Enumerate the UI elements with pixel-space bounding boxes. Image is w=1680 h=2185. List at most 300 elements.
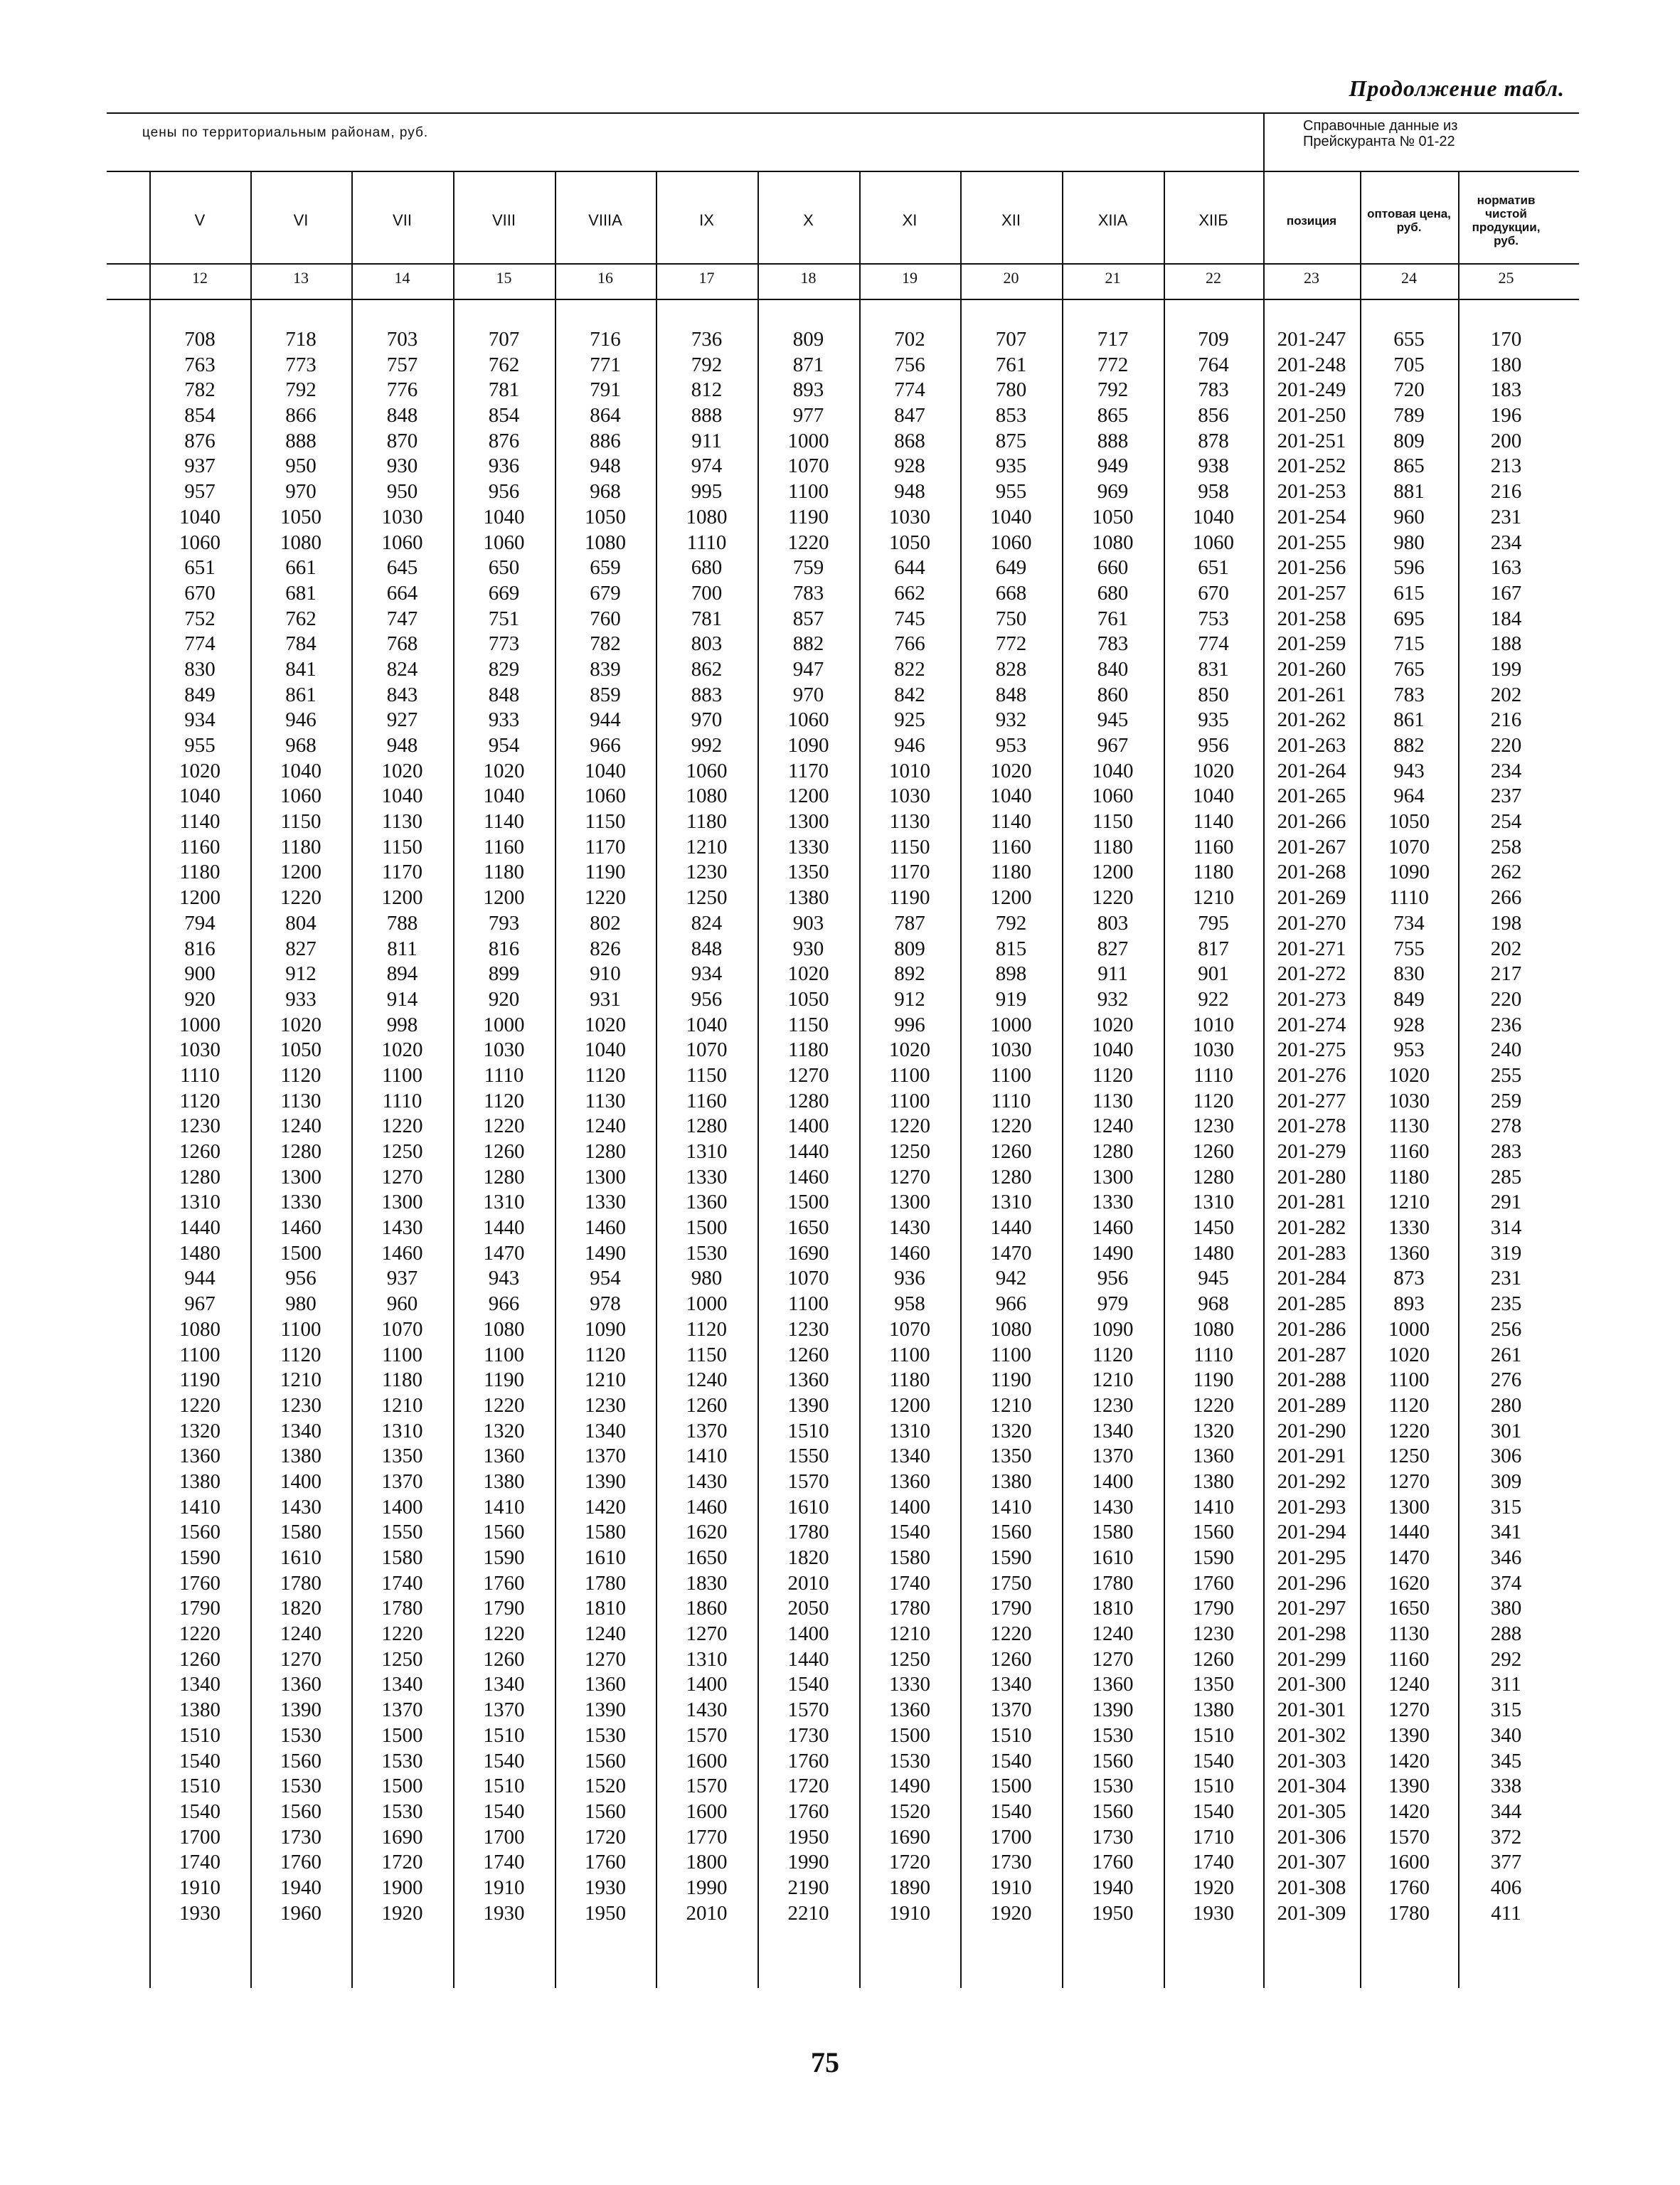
table-cell: 163 (1490, 556, 1522, 580)
table-cell: 783 (1393, 683, 1425, 706)
table-cell: 1510 (179, 1723, 220, 1747)
column-number: 15 (496, 269, 512, 287)
table-cell: 1060 (1092, 785, 1134, 808)
table-cell: 1530 (1092, 1723, 1134, 1747)
table-cell: 762 (285, 607, 317, 630)
table-cell: 1310 (179, 1191, 220, 1214)
table-cell: 201-298 (1277, 1622, 1346, 1646)
table-cell: 650 (488, 556, 520, 580)
table-cell: 935 (995, 454, 1027, 478)
table-cell: 1950 (585, 1901, 626, 1925)
table-cell: 1560 (483, 1521, 525, 1544)
colnum-rule-top (107, 263, 1579, 265)
column-header: XII (1001, 211, 1021, 229)
table-cell: 1400 (787, 1115, 829, 1138)
table-cell: 1280 (179, 1165, 220, 1189)
table-cell: 1590 (179, 1546, 220, 1569)
table-cell: 1560 (585, 1749, 626, 1772)
table-cell: 1230 (787, 1317, 829, 1341)
table-cell: 1910 (483, 1876, 525, 1899)
table-cell: 644 (894, 556, 925, 580)
table-cell: 1950 (787, 1825, 829, 1849)
table-cell: 201-276 (1277, 1063, 1346, 1087)
table-cell: 1060 (585, 785, 626, 808)
table-cell: 1330 (585, 1191, 626, 1214)
table-cell: 1260 (179, 1140, 220, 1163)
table-cell: 815 (995, 937, 1027, 960)
table-cell: 842 (894, 683, 925, 706)
table-cell: 848 (386, 404, 418, 427)
table-cell: 411 (1491, 1901, 1521, 1925)
table-cell: 944 (184, 1267, 216, 1290)
table-cell: 235 (1490, 1292, 1522, 1316)
table-cell: 824 (691, 911, 723, 935)
table-cell: 1380 (280, 1445, 321, 1468)
table-cell: 1540 (179, 1799, 220, 1823)
table-cell: 1940 (1092, 1876, 1134, 1899)
table-cell: 970 (691, 708, 723, 732)
table-cell: 258 (1490, 835, 1522, 858)
table-cell: 1280 (1092, 1140, 1134, 1163)
column-number: 24 (1401, 269, 1417, 287)
table-cell: 1480 (179, 1241, 220, 1265)
table-cell: 1120 (484, 1089, 524, 1112)
table-cell: 201-286 (1277, 1317, 1346, 1341)
table-cell: 1700 (990, 1825, 1032, 1849)
table-cell: 1350 (787, 861, 829, 884)
table-cell: 1180 (179, 861, 220, 884)
table-cell: 341 (1490, 1521, 1522, 1544)
table-cell: 1600 (686, 1749, 728, 1772)
table-cell: 1020 (990, 759, 1032, 782)
table-cell: 1150 (889, 835, 930, 858)
table-cell: 1050 (280, 1038, 321, 1062)
table-cell: 1440 (179, 1216, 220, 1240)
table-cell: 170 (1490, 328, 1522, 351)
table-cell: 1220 (179, 1622, 220, 1646)
table-cell: 1100 (1388, 1368, 1430, 1392)
table-cell: 1330 (1092, 1191, 1134, 1214)
table-cell: 1020 (889, 1038, 930, 1062)
table-cell: 747 (386, 607, 418, 630)
table-cell: 201-285 (1277, 1292, 1346, 1316)
table-cell: 1520 (889, 1799, 930, 1823)
table-cell: 966 (488, 1292, 520, 1316)
table-cell: 1040 (1193, 505, 1234, 528)
table-cell: 1100 (484, 1343, 524, 1366)
table-cell: 1030 (889, 505, 930, 528)
table-cell: 1390 (585, 1698, 626, 1722)
table-cell: 345 (1490, 1749, 1522, 1772)
table-cell: 1430 (280, 1495, 321, 1519)
table-cell: 878 (1198, 429, 1229, 452)
table-cell: 1760 (1193, 1571, 1234, 1595)
table-cell: 960 (386, 1292, 418, 1316)
data-column (555, 327, 656, 1926)
column-header: IX (699, 211, 714, 229)
table-cell: 1090 (1092, 1317, 1134, 1341)
continuation-title: Продолжение табл. (1349, 75, 1565, 101)
table-cell: 1400 (1092, 1469, 1134, 1493)
table-cell: 196 (1490, 404, 1522, 427)
table-cell: 1230 (1193, 1115, 1234, 1138)
table-cell: 1000 (1388, 1317, 1430, 1341)
table-cell: 377 (1490, 1851, 1522, 1874)
table-cell: 847 (894, 404, 925, 427)
table-cell: 1070 (381, 1317, 423, 1341)
table-cell: 201-282 (1277, 1216, 1346, 1240)
table-cell: 261 (1490, 1343, 1522, 1366)
table-cell: 188 (1490, 632, 1522, 656)
table-cell: 1540 (990, 1799, 1032, 1823)
table-cell: 794 (184, 911, 216, 935)
table-cell: 1560 (280, 1799, 321, 1823)
table-cell: 201-258 (1277, 607, 1346, 630)
table-cell: 934 (184, 708, 216, 732)
table-cell: 200 (1490, 429, 1522, 452)
table-cell: 1260 (1193, 1140, 1234, 1163)
table-cell: 843 (386, 683, 418, 706)
table-cell: 1170 (585, 835, 626, 858)
table-cell: 1220 (990, 1115, 1032, 1138)
table-cell: 822 (894, 657, 925, 681)
table-cell: 1080 (686, 785, 728, 808)
table-cell: 201-278 (1277, 1115, 1346, 1138)
column-number: 22 (1206, 269, 1221, 287)
table-cell: 1510 (1193, 1723, 1234, 1747)
table-cell: 213 (1490, 454, 1522, 478)
table-cell: 1070 (1388, 835, 1430, 858)
table-cell: 1220 (483, 1393, 525, 1417)
table-cell: 1750 (990, 1571, 1032, 1595)
table-cell: 705 (1393, 353, 1425, 376)
table-cell: 1240 (585, 1622, 626, 1646)
table-cell: 960 (1393, 505, 1425, 528)
table-cell: 911 (1097, 962, 1128, 986)
table-cell: 968 (590, 480, 621, 504)
table-cell: 1510 (787, 1419, 829, 1442)
table-cell: 1570 (686, 1723, 728, 1747)
table-cell: 1300 (381, 1191, 423, 1214)
table-cell: 857 (792, 607, 824, 630)
table-cell: 278 (1490, 1115, 1522, 1138)
table-cell: 784 (285, 632, 317, 656)
table-cell: 1080 (990, 1317, 1032, 1341)
table-cell: 1150 (788, 1013, 829, 1036)
group-separator (1263, 112, 1265, 171)
table-cell: 933 (488, 708, 520, 732)
table-cell: 1210 (1092, 1368, 1134, 1392)
table-cell: 1470 (990, 1241, 1032, 1265)
table-cell: 1650 (686, 1546, 728, 1569)
table-cell: 1260 (787, 1343, 829, 1366)
table-cell: 812 (691, 378, 723, 402)
table-cell: 201-283 (1277, 1241, 1346, 1265)
table-cell: 1540 (179, 1749, 220, 1772)
table-cell: 1110 (1193, 1063, 1233, 1087)
table-cell: 966 (590, 734, 621, 757)
table-cell: 1320 (483, 1419, 525, 1442)
table-cell: 259 (1490, 1089, 1522, 1112)
table-cell: 655 (1393, 328, 1425, 351)
table-cell: 1790 (179, 1597, 220, 1620)
table-cell: 1800 (686, 1851, 728, 1874)
table-cell: 1130 (1388, 1115, 1430, 1138)
table-cell: 1310 (483, 1191, 525, 1214)
table-cell: 1300 (585, 1165, 626, 1189)
table-cell: 1430 (686, 1469, 728, 1493)
table-cell: 231 (1490, 505, 1522, 528)
table-cell: 1020 (585, 1013, 626, 1036)
table-cell: 1270 (381, 1165, 423, 1189)
table-cell: 901 (1198, 962, 1229, 986)
table-cell: 1330 (889, 1673, 930, 1696)
table-cell: 201-306 (1277, 1825, 1346, 1849)
table-cell: 1280 (787, 1089, 829, 1112)
table-cell: 1610 (280, 1546, 321, 1569)
column-header: XIIA (1097, 211, 1128, 229)
table-cell: 1740 (1193, 1851, 1234, 1874)
table-cell: 1600 (686, 1799, 728, 1823)
table-cell: 1050 (280, 505, 321, 528)
table-cell: 894 (386, 962, 418, 986)
table-cell: 854 (488, 404, 520, 427)
table-cell: 1150 (280, 810, 321, 834)
table-cell: 1180 (788, 1038, 829, 1062)
table-cell: 914 (386, 987, 418, 1011)
table-cell: 1100 (382, 1343, 422, 1366)
page-number: 75 (811, 2046, 839, 2078)
table-cell: 1860 (686, 1597, 728, 1620)
table-cell: 1060 (179, 531, 220, 554)
table-cell: 1460 (381, 1241, 423, 1265)
table-cell: 201-251 (1277, 429, 1346, 452)
table-cell: 201-249 (1277, 378, 1346, 402)
table-cell: 1160 (179, 835, 220, 858)
table-cell: 1210 (280, 1368, 321, 1392)
table-cell: 1960 (280, 1901, 321, 1925)
table-cell: 1080 (686, 505, 728, 528)
table-cell: 1310 (1193, 1191, 1234, 1214)
table-cell: 928 (1393, 1013, 1425, 1036)
table-cell: 1340 (483, 1673, 525, 1696)
table-cell: 888 (285, 429, 317, 452)
table-cell: 1390 (1388, 1775, 1430, 1798)
table-cell: 980 (285, 1292, 317, 1316)
table-cell: 783 (1097, 632, 1129, 656)
table-cell: 1250 (889, 1140, 930, 1163)
table-cell: 1190 (179, 1368, 220, 1392)
table-cell: 882 (1393, 734, 1425, 757)
table-cell: 1300 (280, 1165, 321, 1189)
table-cell: 1130 (382, 810, 422, 834)
table-cell: 876 (488, 429, 520, 452)
table-cell: 1430 (1092, 1495, 1134, 1519)
column-number: 14 (394, 269, 410, 287)
table-cell: 718 (285, 328, 317, 351)
table-cell: 964 (1393, 785, 1425, 808)
column-header: X (803, 211, 814, 229)
table-cell: 266 (1490, 886, 1522, 910)
table-cell: 2010 (787, 1571, 829, 1595)
table-cell: 782 (590, 632, 621, 656)
table-cell: 1060 (787, 708, 829, 732)
table-cell: 680 (1097, 581, 1129, 605)
table-cell: 346 (1490, 1546, 1522, 1569)
table-cell: 1040 (483, 505, 525, 528)
table-cell: 764 (1198, 353, 1229, 376)
table-cell: 1220 (585, 886, 626, 910)
table-cell: 759 (792, 556, 824, 580)
data-column (250, 327, 351, 1926)
table-cell: 1120 (280, 1063, 321, 1087)
table-cell: 792 (691, 353, 723, 376)
table-cell: 881 (1393, 480, 1425, 504)
table-cell: 649 (995, 556, 1027, 580)
table-cell: 859 (590, 683, 621, 706)
table-cell: 1240 (1092, 1115, 1134, 1138)
table-cell: 1080 (585, 531, 626, 554)
table-cell: 996 (894, 1013, 925, 1036)
table-cell: 932 (995, 708, 1027, 732)
table-cell: 1230 (585, 1393, 626, 1417)
table-cell: 1430 (889, 1216, 930, 1240)
table-cell: 1330 (787, 835, 829, 858)
table-cell: 955 (184, 734, 216, 757)
table-cell: 920 (184, 987, 216, 1011)
table-cell: 668 (995, 581, 1027, 605)
table-cell: 949 (1097, 454, 1129, 478)
data-column (351, 327, 453, 1926)
column-number: 18 (800, 269, 817, 287)
table-cell: 969 (1097, 480, 1129, 504)
table-cell: 935 (1198, 708, 1229, 732)
table-cell: 1220 (179, 1393, 220, 1417)
table-cell: 1580 (585, 1521, 626, 1544)
table-cell: 1150 (686, 1343, 727, 1366)
table-cell: 898 (995, 962, 1027, 986)
table-cell: 968 (285, 734, 317, 757)
table-cell: 1430 (381, 1216, 423, 1240)
table-cell: 1760 (1092, 1851, 1134, 1874)
table-cell: 892 (894, 962, 925, 986)
table-cell: 875 (995, 429, 1027, 452)
table-cell: 1310 (889, 1419, 930, 1442)
table-cell: 750 (995, 607, 1027, 630)
table-cell: 301 (1490, 1419, 1522, 1442)
table-cell: 1760 (280, 1851, 321, 1874)
table-cell: 1760 (483, 1571, 525, 1595)
table-cell: 1780 (889, 1597, 930, 1620)
table-cell: 306 (1490, 1445, 1522, 1468)
table-cell: 1260 (483, 1140, 525, 1163)
table-cell: 1160 (484, 835, 524, 858)
table-cell: 1050 (787, 987, 829, 1011)
table-cell: 773 (488, 632, 520, 656)
table-cell: 1250 (686, 886, 728, 910)
table-cell: 1000 (483, 1013, 525, 1036)
table-cell: 380 (1490, 1597, 1522, 1620)
table-cell: 709 (1198, 328, 1229, 351)
table-cell: 1180 (1092, 835, 1133, 858)
table-cell: 1390 (787, 1393, 829, 1417)
table-cell: 201-255 (1277, 531, 1346, 554)
table-cell: 934 (691, 962, 723, 986)
table-cell: 932 (1097, 987, 1129, 1011)
table-cell: 1120 (280, 1343, 321, 1366)
table-cell: 1270 (1092, 1647, 1134, 1671)
table-cell: 292 (1490, 1647, 1522, 1671)
table-cell: 900 (184, 962, 216, 986)
table-cell: 1810 (1092, 1597, 1134, 1620)
table-cell: 1100 (889, 1089, 930, 1112)
table-cell: 1240 (1092, 1622, 1134, 1646)
table-cell: 827 (1097, 937, 1129, 960)
table-cell: 1920 (1193, 1876, 1234, 1899)
table-cell: 953 (1393, 1038, 1425, 1062)
table-cell: 860 (1097, 683, 1129, 706)
table-cell: 201-299 (1277, 1647, 1346, 1671)
table-cell: 201-253 (1277, 480, 1346, 504)
table-cell: 1120 (1388, 1393, 1430, 1417)
table-cell: 1200 (280, 861, 321, 884)
table-cell: 1070 (787, 454, 829, 478)
table-cell: 970 (792, 683, 824, 706)
table-cell: 1360 (280, 1673, 321, 1696)
table-cell: 1160 (1193, 835, 1234, 858)
table-cell: 201-264 (1277, 759, 1346, 782)
table-cell: 1110 (180, 1063, 220, 1087)
column-header: VII (393, 211, 412, 229)
table-cell: 1400 (889, 1495, 930, 1519)
table-cell: 1530 (381, 1749, 423, 1772)
table-cell: 1530 (585, 1723, 626, 1747)
table-cell: 1020 (483, 759, 525, 782)
table-cell: 938 (1198, 454, 1229, 478)
table-cell: 1720 (787, 1775, 829, 1798)
table-cell: 1440 (483, 1216, 525, 1240)
table-cell: 948 (386, 734, 418, 757)
table-cell: 167 (1490, 581, 1522, 605)
table-cell: 1040 (179, 505, 220, 528)
table-cell: 198 (1490, 911, 1522, 935)
table-cell: 1060 (381, 531, 423, 554)
table-cell: 1420 (1388, 1799, 1430, 1823)
table-cell: 1440 (787, 1140, 829, 1163)
table-cell: 1590 (483, 1546, 525, 1569)
table-cell: 201-267 (1277, 835, 1346, 858)
table-cell: 201-280 (1277, 1165, 1346, 1189)
table-cell: 1300 (1092, 1165, 1134, 1189)
table-cell: 716 (590, 328, 621, 351)
table-cell: 1180 (686, 810, 727, 834)
column-header: VIIIA (588, 211, 622, 229)
table-cell: 781 (691, 607, 723, 630)
table-cell: 1020 (179, 759, 220, 782)
table-cell: 662 (894, 581, 925, 605)
table-cell: 956 (691, 987, 723, 1011)
table-cell: 1310 (686, 1140, 728, 1163)
table-cell: 1060 (483, 531, 525, 554)
table-cell: 1770 (686, 1825, 728, 1849)
table-cell: 237 (1490, 785, 1522, 808)
table-cell: 201-300 (1277, 1673, 1346, 1696)
table-cell: 1170 (382, 861, 422, 884)
group-header-left: цены по территориальным районам, руб. (142, 125, 429, 140)
table-cell: 1310 (686, 1647, 728, 1671)
table-cell: 1930 (585, 1876, 626, 1899)
table-cell: 1320 (1193, 1419, 1234, 1442)
